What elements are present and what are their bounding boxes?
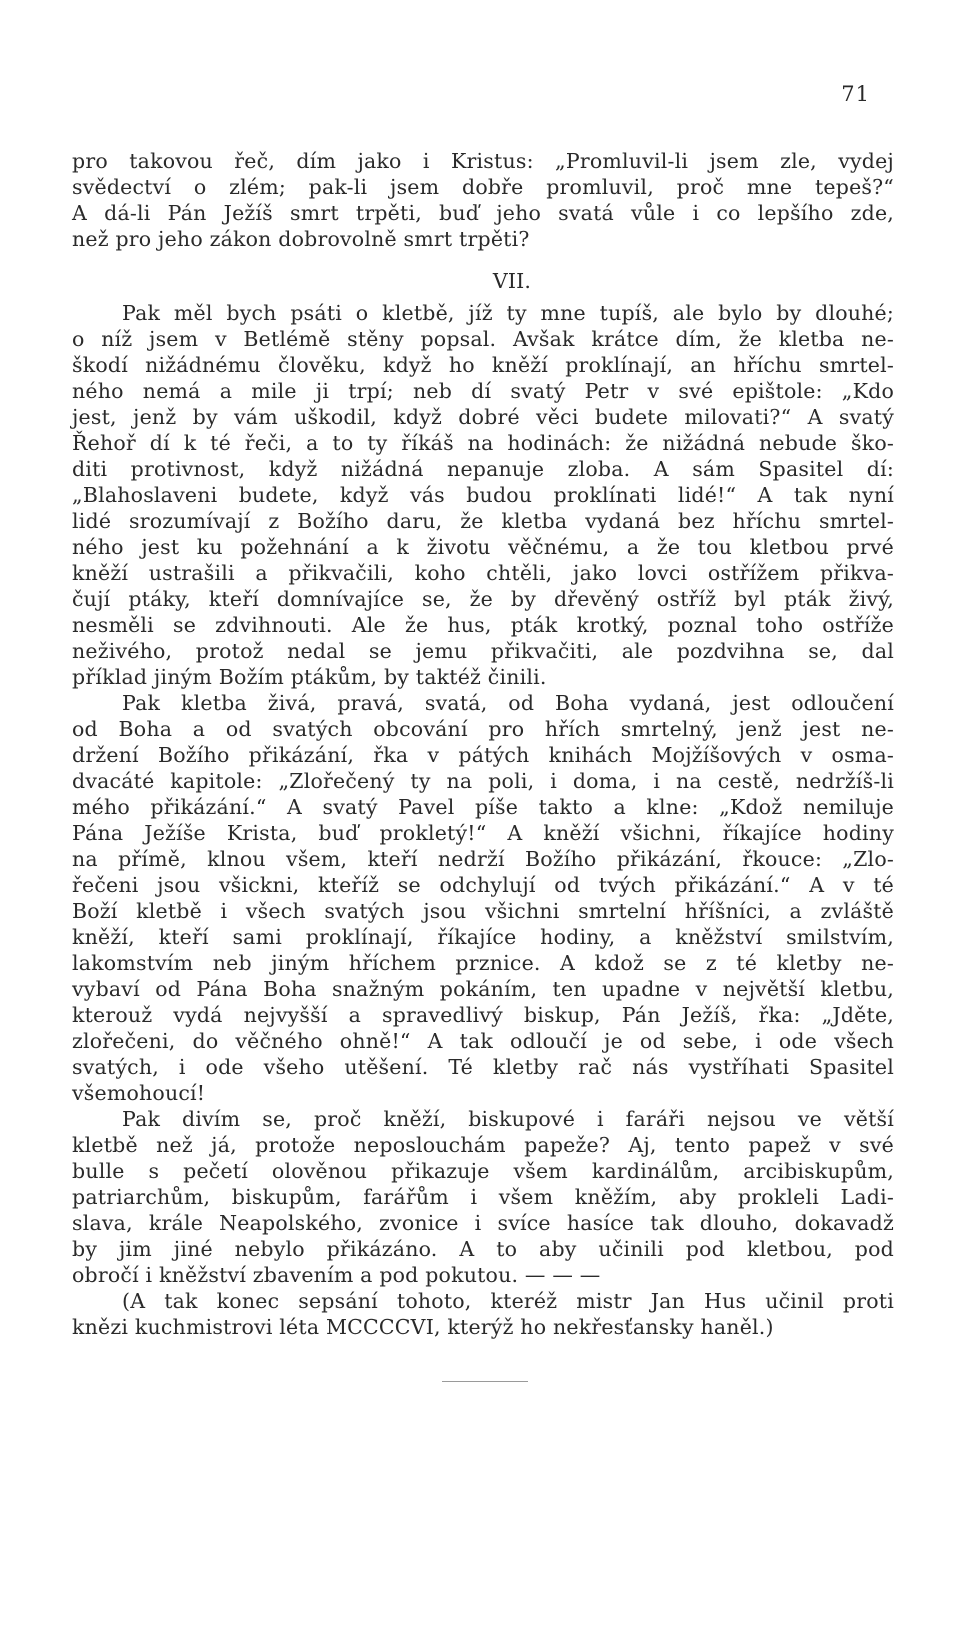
text-line: obročí i kněžství zbavením a pod pokutou. — — — (72, 1263, 601, 1287)
text-line: lidé srozumívají z Božího daru, že kletba vydaná bez hříchu smrtel- (72, 509, 894, 533)
text-line: všemohoucí! (72, 1081, 206, 1105)
text-line: kterouž vydá nejvyšší a spravedlivý biskup, Pán Ježíš, řka: „Jděte, (72, 1003, 894, 1027)
paragraph (72, 1288, 894, 1340)
text-line: svědectví o zlém; pak-li jsem dobře promluvil, proč mne tepeš?“ (72, 175, 894, 199)
text-line: dvacáté kapitole: „Zlořečený ty na poli, i doma, i na cestě, nedržíš-li (72, 769, 894, 793)
text-line: řečeni jsou všickni, kteříž se odchylují od tvých přikázání.“ A v té (72, 873, 894, 897)
text-line: kněží, kteří sami proklínají, říkajíce hodiny, a kněžství smilstvím, (72, 925, 894, 949)
paragraph (72, 148, 894, 252)
text-line: slava, krále Neapolského, zvonice i svíce hasíce tak dlouho, dokavadž (72, 1211, 894, 1235)
text-line: svatých, i ode všeho utěšení. Té kletby rač nás vystříhati Spasitel (72, 1055, 894, 1079)
text-line: Pak kletba živá, pravá, svatá, od Boha vydaná, jest odloučení (122, 691, 894, 715)
text-line: než pro jeho zákon dobrovolně smrt trpěti? (72, 227, 530, 251)
text-line: mého přikázání.“ A svatý Pavel píše takto a klne: „Kdož nemiluje (72, 795, 894, 819)
text-line: by jim jiné nebylo přikázáno. A to aby učinili pod kletbou, pod (72, 1237, 894, 1261)
text-line: vybaví od Pána Boha snažným pokáním, ten upadne v největší kletbu, (72, 977, 894, 1001)
text-line: čují ptáky, kteří domnívajíce se, že by dřevěný ostříž byl pták živý, (72, 587, 894, 611)
text-line: ného nemá a mile ji trpí; neb dí svatý Petr v své epištole: „Kdo (72, 379, 894, 403)
page-body (72, 148, 894, 1340)
text-line: příklad jiným Božím ptákům, by taktéž činili. (72, 665, 547, 689)
section-heading: VII. (492, 269, 532, 293)
paragraph (72, 1106, 894, 1288)
text-line: A dá-li Pán Ježíš smrt trpěti, buď jeho svatá vůle i co lepšího zde, (72, 201, 894, 225)
page-number: 71 (841, 82, 870, 106)
text-line: škodí nižádnému člověku, když ho kněží proklínají, an hříchu smrtel- (72, 353, 894, 377)
text-line: neživého, protož nedal se jemu přikvačiti, ale pozdvihna se, dal (72, 639, 894, 663)
closing-rule (442, 1381, 528, 1382)
text-line: ného jest ku požehnání a k životu věčnému, a že tou kletbou prvé (72, 535, 894, 559)
text-line: Pak měl bych psáti o kletbě, jíž ty mne tupíš, ale bylo by dlouhé; (122, 301, 894, 325)
text-line: (A tak konec sepsání tohoto, kteréž mistr Jan Hus učinil proti (122, 1289, 894, 1313)
text-line: Pána Ježíše Krista, buď prokletý!“ A kněží všichni, říkajíce hodiny (72, 821, 894, 845)
text-line: od Boha a od svatých obcování pro hřích smrtelný, jenž jest ne- (72, 717, 894, 741)
text-line: patriarchům, biskupům, farářům i všem kněžím, aby prokleli Ladi- (72, 1185, 894, 1209)
text-line: kletbě než já, protože neposlouchám papeže? Aj, tento papež v své (72, 1133, 894, 1157)
paragraph (72, 690, 894, 1106)
text-line: držení Božího přikázání, řka v pátých knihách Mojžíšových v osma- (72, 743, 894, 767)
text-line: knězi kuchmistrovi léta MCCCCVI, kterýž ho nekřesťansky haněl.) (72, 1315, 774, 1339)
paragraph (72, 300, 894, 690)
text-line: lakomstvím neb jiným hříchem prznice. A kdož se z té kletby ne- (72, 951, 894, 975)
text-line: diti protivnost, když nižádná nepanuje zloba. A sám Spasitel dí: (72, 457, 894, 481)
text-line: kněží ustrašili a přikvačili, koho chtěli, jako lovci ostřížem přikva- (72, 561, 894, 585)
text-line: jest, jenž by vám uškodil, když dobré věci budete milovati?“ A svatý (72, 405, 894, 429)
text-line: na přímě, klnou všem, kteří nedrží Božího přikázání, řkouce: „Zlo- (72, 847, 894, 871)
text-line: zlořečeni, do věčného ohně!“ A tak odloučí je od sebe, i ode všech (72, 1029, 894, 1053)
text-line: bulle s pečetí olověnou přikazuje všem kardinálům, arcibiskupům, (72, 1159, 894, 1183)
text-line: Boží kletbě i všech svatých jsou všichni smrtelní hříšníci, a zvláště (72, 899, 894, 923)
text-line: „Blahoslaveni budete, když vás budou proklínati lidé!“ A tak nyní (72, 483, 894, 507)
text-line: pro takovou řeč, dím jako i Kristus: „Promluvil-li jsem zle, vydej (72, 149, 894, 173)
text-line: o níž jsem v Betlémě stěny popsal. Avšak krátce dím, že kletba ne- (72, 327, 894, 351)
text-line: nesměli se zdvihnouti. Ale že hus, pták krotký, poznal toho ostříže (72, 613, 894, 637)
text-line: Pak divím se, proč kněží, biskupové i faráři nejsou ve větší (122, 1107, 894, 1131)
text-line: Řehoř dí k té řeči, a to ty říkáš na hodinách: že nižádná nebude ško- (72, 431, 894, 455)
